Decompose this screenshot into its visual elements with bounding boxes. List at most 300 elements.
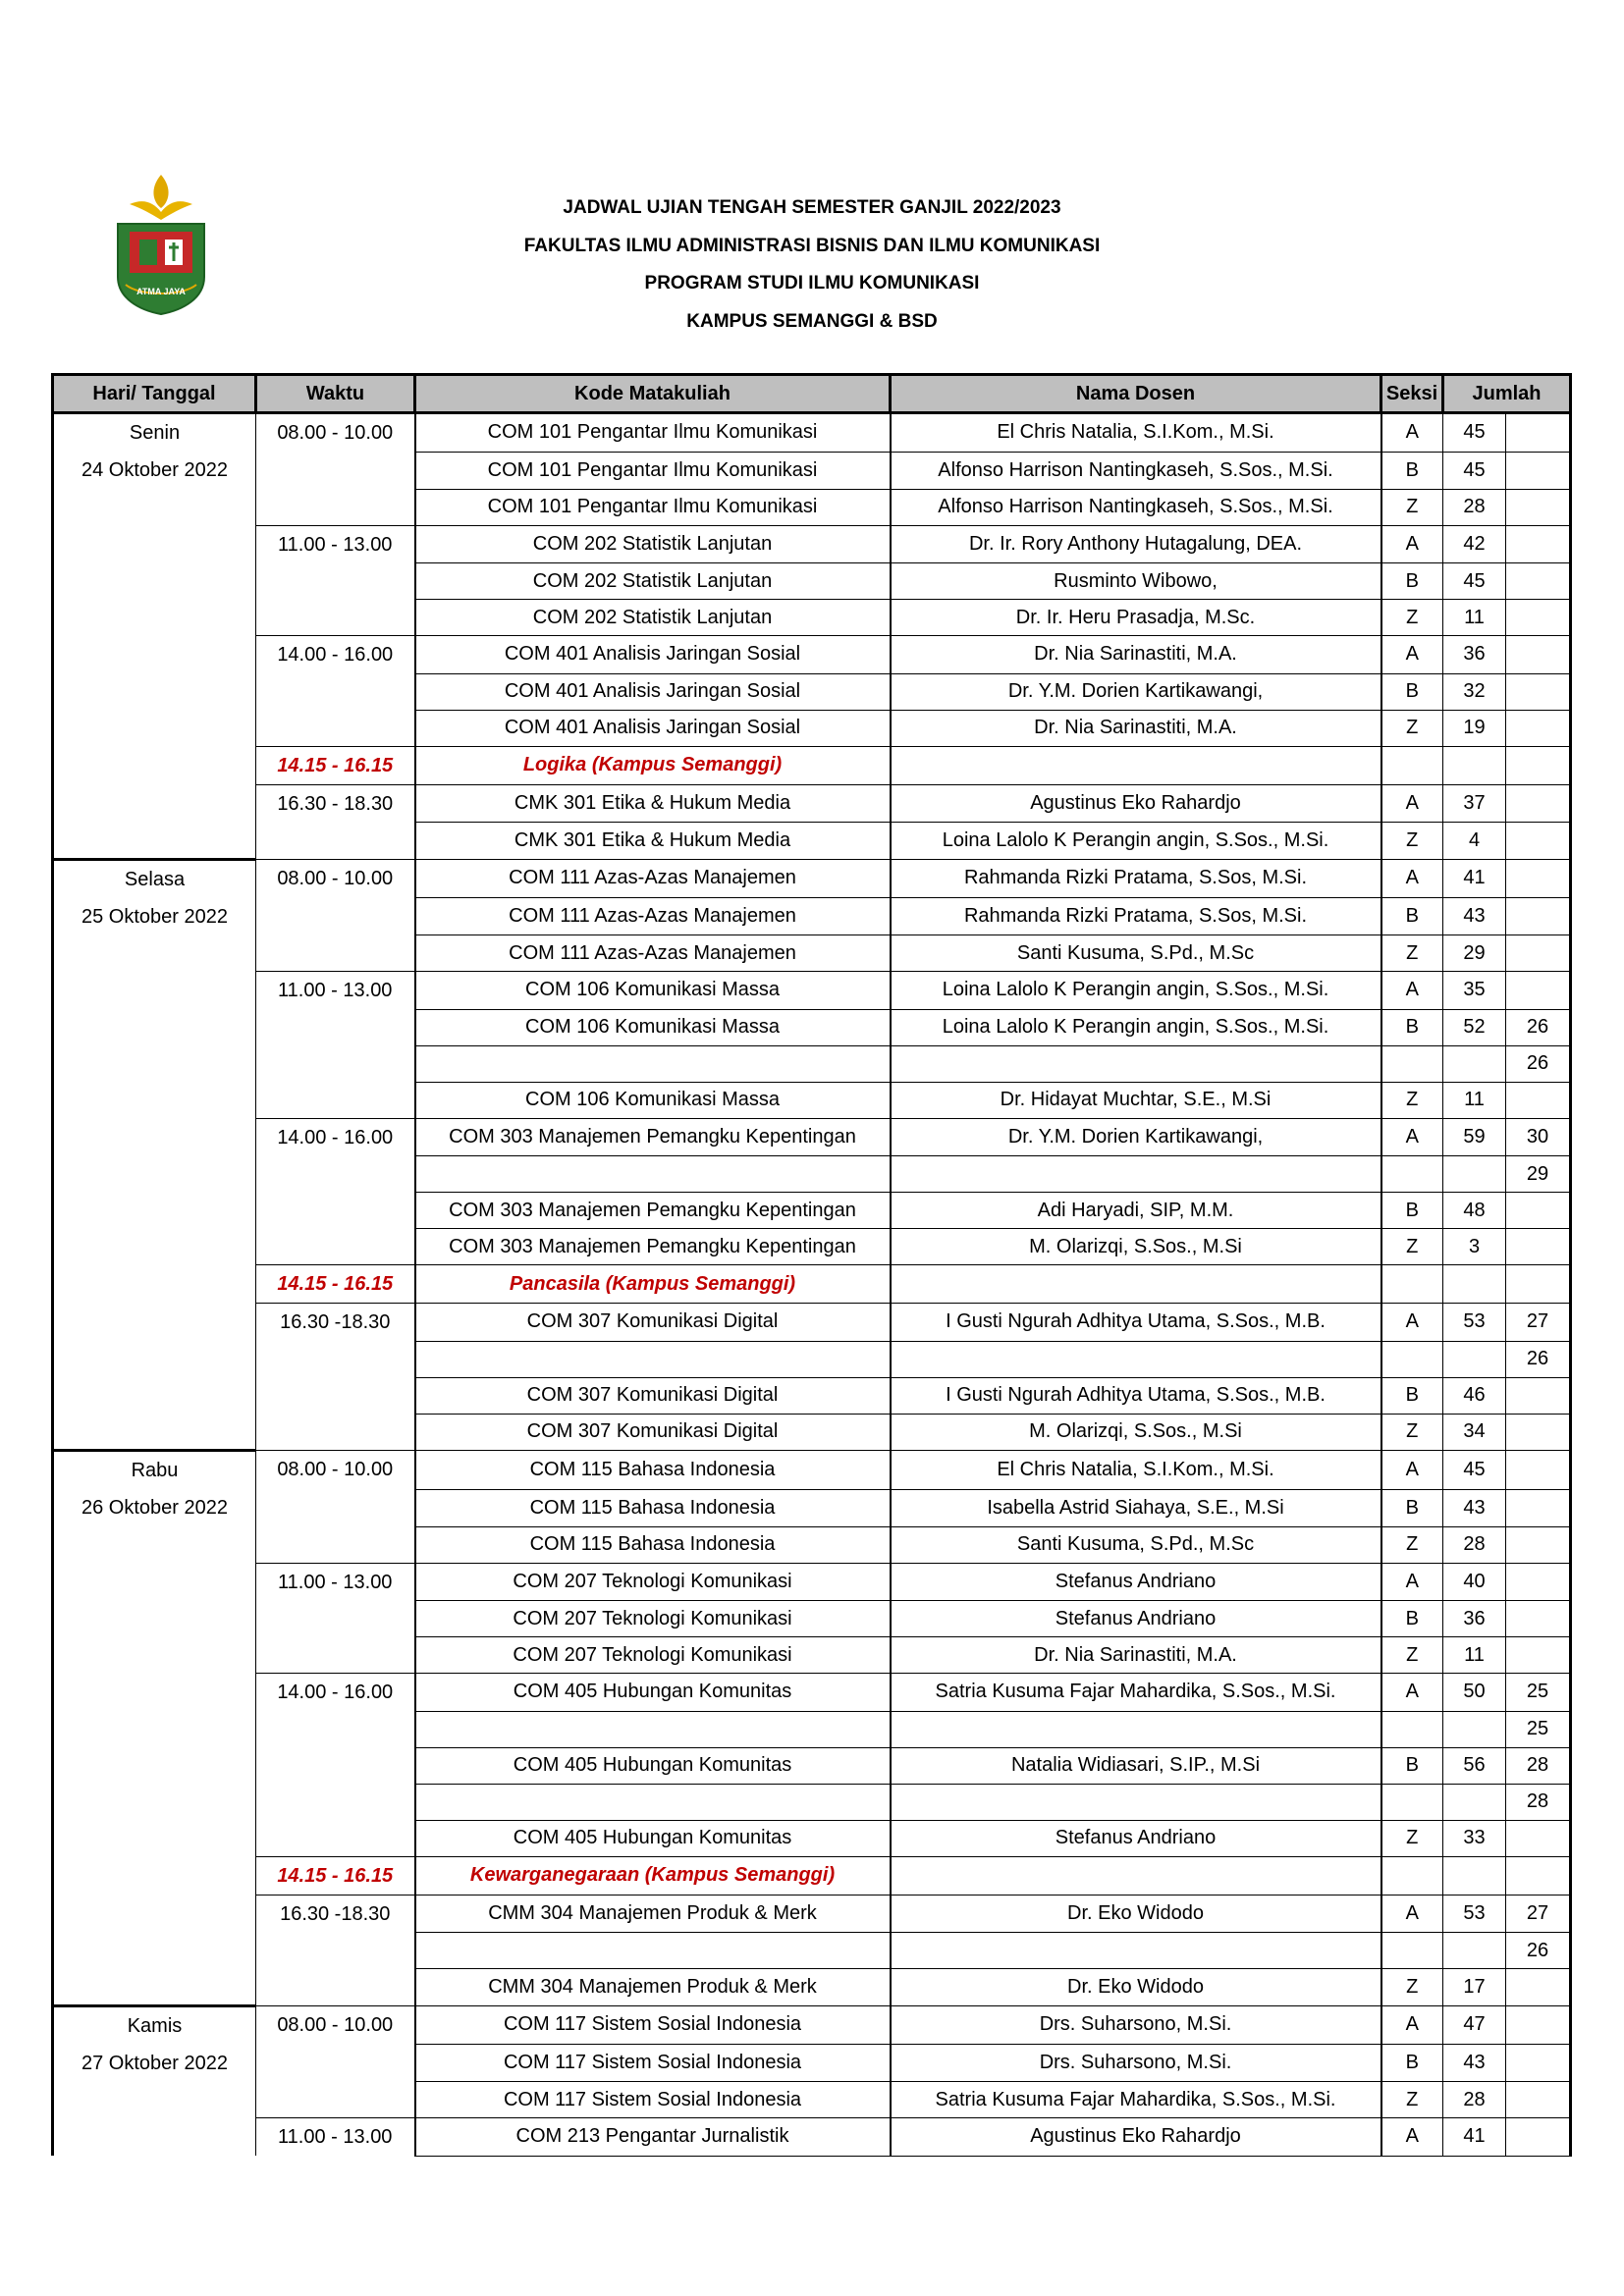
- cell-day: 27 Oktober 2022: [53, 2045, 256, 2082]
- cell-day: [53, 636, 256, 674]
- cell-course: COM 202 Statistik Lanjutan: [415, 525, 891, 563]
- cell-split-count: 28: [1506, 1784, 1571, 1820]
- cell-time: [256, 1784, 415, 1820]
- cell-day: [53, 1045, 256, 1082]
- cell-section: A: [1381, 1895, 1443, 1933]
- cell-count: 48: [1443, 1193, 1506, 1229]
- cell-split-count: [1506, 1229, 1571, 1265]
- cell-split-count: [1506, 2118, 1571, 2157]
- cell-count: 52: [1443, 1009, 1506, 1045]
- cell-time: 08.00 - 10.00: [256, 413, 415, 453]
- cell-count: [1443, 1784, 1506, 1820]
- cell-course: COM 111 Azas-Azas Manajemen: [415, 898, 891, 935]
- cell-time: 11.00 - 13.00: [256, 1563, 415, 1601]
- cell-course: COM 405 Hubungan Komunitas: [415, 1674, 891, 1712]
- table-row: [53, 1747, 1571, 1784]
- cell-day: [53, 1193, 256, 1229]
- table-header-row: [53, 375, 1571, 413]
- cell-lecturer: Dr. Nia Sarinastiti, M.A.: [891, 636, 1381, 674]
- cell-lecturer: [891, 1265, 1381, 1304]
- cell-split-count: [1506, 1820, 1571, 1856]
- cell-lecturer: Alfonso Harrison Nantingkaseh, S.Sos., M.Si.: [891, 489, 1381, 525]
- cell-count: 35: [1443, 972, 1506, 1010]
- cell-section: A: [1381, 413, 1443, 453]
- cell-time: 11.00 - 13.00: [256, 2118, 415, 2157]
- title-line-1: JADWAL UJIAN TENGAH SEMESTER GANJIL 2022/2023: [563, 197, 1061, 218]
- cell-course: COM 117 Sistem Sosial Indonesia: [415, 2045, 891, 2082]
- cell-day: 25 Oktober 2022: [53, 898, 256, 935]
- cell-day: [53, 1082, 256, 1118]
- cell-course: COM 202 Statistik Lanjutan: [415, 563, 891, 600]
- cell-time: [256, 2045, 415, 2082]
- cell-lecturer: I Gusti Ngurah Adhitya Utama, S.Sos., M.B.: [891, 1304, 1381, 1342]
- cell-day: [53, 2082, 256, 2118]
- cell-section: Z: [1381, 1969, 1443, 2006]
- table-row: [53, 710, 1571, 746]
- col-header-count: Jumlah: [1443, 375, 1571, 413]
- cell-course: COM 111 Azas-Azas Manajemen: [415, 935, 891, 972]
- cell-section: [1381, 1933, 1443, 1969]
- cell-section: [1381, 1045, 1443, 1082]
- cell-time: [256, 1045, 415, 1082]
- cell-time: [256, 2082, 415, 2118]
- cell-course: CMK 301 Etika & Hukum Media: [415, 823, 891, 860]
- table-row: [53, 1601, 1571, 1637]
- cell-section: B: [1381, 1601, 1443, 1637]
- cell-lecturer: [891, 1156, 1381, 1193]
- cell-section: B: [1381, 452, 1443, 489]
- cell-course: [415, 1784, 891, 1820]
- cell-day: [53, 1414, 256, 1451]
- cell-time: 16.30 -18.30: [256, 1304, 415, 1342]
- cell-day: [53, 1856, 256, 1895]
- cell-split-count: 26: [1506, 1045, 1571, 1082]
- cell-lecturer: Loina Lalolo K Perangin angin, S.Sos., M.Si.: [891, 823, 1381, 860]
- cell-count: [1443, 1156, 1506, 1193]
- title-line-3: PROGRAM STUDI ILMU KOMUNIKASI: [644, 273, 980, 294]
- cell-day: [53, 823, 256, 860]
- cell-day: [53, 1526, 256, 1563]
- cell-time: [256, 1820, 415, 1856]
- cell-count: 59: [1443, 1118, 1506, 1156]
- cell-day: 26 Oktober 2022: [53, 1489, 256, 1526]
- cell-lecturer: [891, 1711, 1381, 1747]
- cell-day: [53, 563, 256, 600]
- cell-day: Rabu: [53, 1451, 256, 1490]
- cell-course: COM 307 Komunikasi Digital: [415, 1414, 891, 1451]
- cell-time: 08.00 - 10.00: [256, 2005, 415, 2045]
- cell-split-count: [1506, 1414, 1571, 1451]
- cell-count: 11: [1443, 1637, 1506, 1674]
- cell-count: 28: [1443, 1526, 1506, 1563]
- cell-section: A: [1381, 1674, 1443, 1712]
- table-row: [53, 1784, 1571, 1820]
- cell-time: [256, 935, 415, 972]
- cell-lecturer: [891, 1933, 1381, 1969]
- cell-split-count: [1506, 710, 1571, 746]
- cell-lecturer: Rusminto Wibowo,: [891, 563, 1381, 600]
- cell-section: A: [1381, 1563, 1443, 1601]
- cell-section: B: [1381, 1489, 1443, 1526]
- table-row: [53, 1082, 1571, 1118]
- cell-lecturer: Rahmanda Rizki Pratama, S.Sos, M.Si.: [891, 859, 1381, 898]
- cell-split-count: [1506, 1856, 1571, 1895]
- cell-time: [256, 823, 415, 860]
- cell-day: [53, 1377, 256, 1414]
- cell-time: 14.00 - 16.00: [256, 1674, 415, 1712]
- table-row: [53, 784, 1571, 823]
- cell-section: Z: [1381, 1526, 1443, 1563]
- cell-lecturer: Dr. Eko Widodo: [891, 1969, 1381, 2006]
- cell-count: 36: [1443, 1601, 1506, 1637]
- cell-course: [415, 1341, 891, 1377]
- cell-section: Z: [1381, 1637, 1443, 1674]
- col-header-day: Hari/ Tanggal: [53, 375, 256, 413]
- cell-section: B: [1381, 898, 1443, 935]
- cell-time: 14.00 - 16.00: [256, 636, 415, 674]
- table-row: [53, 859, 1571, 898]
- cell-time: [256, 1747, 415, 1784]
- cell-section: [1381, 1856, 1443, 1895]
- cell-split-count: [1506, 452, 1571, 489]
- cell-count: 53: [1443, 1304, 1506, 1342]
- cell-day: Senin: [53, 413, 256, 453]
- cell-split-count: [1506, 1969, 1571, 2006]
- cell-time: [256, 1009, 415, 1045]
- cell-section: Z: [1381, 1820, 1443, 1856]
- cell-split-count: [1506, 413, 1571, 453]
- cell-lecturer: Adi Haryadi, SIP, M.M.: [891, 1193, 1381, 1229]
- cell-split-count: [1506, 2082, 1571, 2118]
- cell-day: [53, 1304, 256, 1342]
- cell-section: A: [1381, 859, 1443, 898]
- cell-day: [53, 784, 256, 823]
- table-row: [53, 1820, 1571, 1856]
- cell-section: A: [1381, 784, 1443, 823]
- cell-day: [53, 525, 256, 563]
- cell-time: [256, 1229, 415, 1265]
- cell-section: Z: [1381, 2082, 1443, 2118]
- table-row: [53, 2118, 1571, 2157]
- cell-count: 29: [1443, 935, 1506, 972]
- cell-time: [256, 1082, 415, 1118]
- cell-section: A: [1381, 636, 1443, 674]
- table-row: [53, 823, 1571, 860]
- cell-split-count: [1506, 2005, 1571, 2045]
- cell-section: Z: [1381, 1082, 1443, 1118]
- cell-time: 14.15 - 16.15: [256, 746, 415, 784]
- cell-time: [256, 1341, 415, 1377]
- cell-lecturer: Dr. Ir. Rory Anthony Hutagalung, DEA.: [891, 525, 1381, 563]
- cell-split-count: [1506, 1637, 1571, 1674]
- table-row: [53, 1526, 1571, 1563]
- cell-course: COM 303 Manajemen Pemangku Kepentingan: [415, 1118, 891, 1156]
- cell-split-count: 30: [1506, 1118, 1571, 1156]
- cell-time: [256, 563, 415, 600]
- cell-course: Kewarganegaraan (Kampus Semanggi): [415, 1856, 891, 1895]
- cell-section: A: [1381, 2005, 1443, 2045]
- cell-time: [256, 710, 415, 746]
- cell-lecturer: Dr. Y.M. Dorien Kartikawangi,: [891, 1118, 1381, 1156]
- table-row: [53, 1969, 1571, 2006]
- table-row: [53, 935, 1571, 972]
- cell-day: 24 Oktober 2022: [53, 452, 256, 489]
- cell-course: COM 307 Komunikasi Digital: [415, 1377, 891, 1414]
- cell-section: Z: [1381, 600, 1443, 636]
- cell-time: [256, 1526, 415, 1563]
- cell-course: COM 101 Pengantar Ilmu Komunikasi: [415, 489, 891, 525]
- cell-time: 16.30 -18.30: [256, 1895, 415, 1933]
- cell-count: 43: [1443, 2045, 1506, 2082]
- cell-course: [415, 1156, 891, 1193]
- col-header-course: Kode Matakuliah: [415, 375, 891, 413]
- table-row: [53, 1304, 1571, 1342]
- cell-day: [53, 2118, 256, 2157]
- cell-time: [256, 1637, 415, 1674]
- cell-count: 11: [1443, 600, 1506, 636]
- cell-time: [256, 1377, 415, 1414]
- cell-day: [53, 1711, 256, 1747]
- table-row: [53, 1118, 1571, 1156]
- cell-section: A: [1381, 972, 1443, 1010]
- cell-time: [256, 489, 415, 525]
- title-line-2: FAKULTAS ILMU ADMINISTRASI BISNIS DAN ILMU KOMUNIKASI: [523, 235, 1101, 256]
- cell-lecturer: El Chris Natalia, S.I.Kom., M.Si.: [891, 1451, 1381, 1490]
- cell-day: [53, 1156, 256, 1193]
- cell-section: Z: [1381, 1414, 1443, 1451]
- cell-time: [256, 1969, 415, 2006]
- cell-count: 40: [1443, 1563, 1506, 1601]
- cell-split-count: [1506, 935, 1571, 972]
- table-row: [53, 1856, 1571, 1895]
- cell-section: [1381, 746, 1443, 784]
- cell-section: A: [1381, 2118, 1443, 2157]
- cell-lecturer: Rahmanda Rizki Pratama, S.Sos, M.Si.: [891, 898, 1381, 935]
- cell-section: B: [1381, 1009, 1443, 1045]
- table-row: [53, 2005, 1571, 2045]
- cell-split-count: 26: [1506, 1341, 1571, 1377]
- cell-lecturer: Satria Kusuma Fajar Mahardika, S.Sos., M.Si.: [891, 1674, 1381, 1712]
- cell-split-count: [1506, 972, 1571, 1010]
- cell-course: COM 401 Analisis Jaringan Sosial: [415, 710, 891, 746]
- table-row: [53, 1637, 1571, 1674]
- cell-time: 16.30 - 18.30: [256, 784, 415, 823]
- cell-lecturer: Agustinus Eko Rahardjo: [891, 784, 1381, 823]
- cell-course: COM 106 Komunikasi Massa: [415, 1082, 891, 1118]
- cell-section: A: [1381, 1118, 1443, 1156]
- cell-split-count: [1506, 1526, 1571, 1563]
- table-row: [53, 1229, 1571, 1265]
- cell-section: Z: [1381, 1229, 1443, 1265]
- cell-course: COM 307 Komunikasi Digital: [415, 1304, 891, 1342]
- cell-section: A: [1381, 525, 1443, 563]
- cell-lecturer: Santi Kusuma, S.Pd., M.Sc: [891, 1526, 1381, 1563]
- table-row: [53, 563, 1571, 600]
- cell-course: COM 117 Sistem Sosial Indonesia: [415, 2082, 891, 2118]
- cell-count: 46: [1443, 1377, 1506, 1414]
- cell-time: 11.00 - 13.00: [256, 525, 415, 563]
- cell-count: 33: [1443, 1820, 1506, 1856]
- cell-course: [415, 1711, 891, 1747]
- cell-count: [1443, 1711, 1506, 1747]
- table-row: [53, 1489, 1571, 1526]
- cell-course: CMM 304 Manajemen Produk & Merk: [415, 1969, 891, 2006]
- cell-day: Kamis: [53, 2005, 256, 2045]
- cell-course: COM 401 Analisis Jaringan Sosial: [415, 636, 891, 674]
- cell-time: 14.15 - 16.15: [256, 1265, 415, 1304]
- cell-count: 56: [1443, 1747, 1506, 1784]
- cell-day: [53, 1969, 256, 2006]
- cell-day: [53, 1601, 256, 1637]
- cell-time: [256, 1193, 415, 1229]
- cell-lecturer: I Gusti Ngurah Adhitya Utama, S.Sos., M.B.: [891, 1377, 1381, 1414]
- table-row: [53, 2082, 1571, 2118]
- cell-count: 45: [1443, 413, 1506, 453]
- cell-day: [53, 972, 256, 1010]
- col-header-time: Waktu: [256, 375, 415, 413]
- col-header-section: Seksi: [1381, 375, 1443, 413]
- cell-course: COM 207 Teknologi Komunikasi: [415, 1601, 891, 1637]
- cell-split-count: 28: [1506, 1747, 1571, 1784]
- cell-count: 45: [1443, 452, 1506, 489]
- cell-lecturer: Stefanus Andriano: [891, 1563, 1381, 1601]
- cell-time: 14.15 - 16.15: [256, 1856, 415, 1895]
- cell-split-count: [1506, 1451, 1571, 1490]
- cell-section: B: [1381, 673, 1443, 710]
- cell-course: COM 202 Statistik Lanjutan: [415, 600, 891, 636]
- cell-time: [256, 1489, 415, 1526]
- cell-section: B: [1381, 563, 1443, 600]
- cell-count: 45: [1443, 563, 1506, 600]
- cell-section: B: [1381, 1377, 1443, 1414]
- cell-lecturer: Loina Lalolo K Perangin angin, S.Sos., M.Si.: [891, 1009, 1381, 1045]
- cell-lecturer: Dr. Nia Sarinastiti, M.A.: [891, 1637, 1381, 1674]
- cell-course: CMK 301 Etika & Hukum Media: [415, 784, 891, 823]
- cell-split-count: [1506, 1489, 1571, 1526]
- cell-time: [256, 600, 415, 636]
- cell-split-count: [1506, 784, 1571, 823]
- document-header: [0, 189, 1624, 341]
- cell-split-count: 26: [1506, 1009, 1571, 1045]
- cell-count: 32: [1443, 673, 1506, 710]
- cell-count: 53: [1443, 1895, 1506, 1933]
- cell-count: 3: [1443, 1229, 1506, 1265]
- cell-lecturer: Agustinus Eko Rahardjo: [891, 2118, 1381, 2157]
- table-row: [53, 673, 1571, 710]
- cell-section: A: [1381, 1304, 1443, 1342]
- cell-split-count: [1506, 489, 1571, 525]
- table-row: [53, 1156, 1571, 1193]
- cell-time: 14.00 - 16.00: [256, 1118, 415, 1156]
- cell-section: B: [1381, 2045, 1443, 2082]
- cell-lecturer: Dr. Eko Widodo: [891, 1895, 1381, 1933]
- cell-course: [415, 1933, 891, 1969]
- cell-count: [1443, 1265, 1506, 1304]
- cell-day: [53, 935, 256, 972]
- cell-split-count: [1506, 673, 1571, 710]
- cell-day: Selasa: [53, 859, 256, 898]
- cell-section: B: [1381, 1747, 1443, 1784]
- cell-split-count: 29: [1506, 1156, 1571, 1193]
- cell-time: 11.00 - 13.00: [256, 972, 415, 1010]
- cell-split-count: [1506, 823, 1571, 860]
- cell-course: COM 115 Bahasa Indonesia: [415, 1489, 891, 1526]
- cell-count: 45: [1443, 1451, 1506, 1490]
- cell-course: COM 101 Pengantar Ilmu Komunikasi: [415, 413, 891, 453]
- cell-lecturer: Dr. Y.M. Dorien Kartikawangi,: [891, 673, 1381, 710]
- cell-count: 4: [1443, 823, 1506, 860]
- cell-course: COM 213 Pengantar Jurnalistik: [415, 2118, 891, 2157]
- cell-split-count: 25: [1506, 1711, 1571, 1747]
- cell-section: [1381, 1265, 1443, 1304]
- cell-lecturer: El Chris Natalia, S.I.Kom., M.Si.: [891, 413, 1381, 453]
- table-row: [53, 1933, 1571, 1969]
- table-row: [53, 1674, 1571, 1712]
- cell-course: COM 106 Komunikasi Massa: [415, 1009, 891, 1045]
- cell-course: COM 117 Sistem Sosial Indonesia: [415, 2005, 891, 2045]
- cell-split-count: [1506, 1265, 1571, 1304]
- cell-lecturer: Santi Kusuma, S.Pd., M.Sc: [891, 935, 1381, 972]
- cell-lecturer: [891, 1856, 1381, 1895]
- cell-count: [1443, 746, 1506, 784]
- table-row: [53, 1895, 1571, 1933]
- cell-day: [53, 1784, 256, 1820]
- cell-course: CMM 304 Manajemen Produk & Merk: [415, 1895, 891, 1933]
- cell-count: 17: [1443, 1969, 1506, 2006]
- cell-lecturer: [891, 1045, 1381, 1082]
- table-row: [53, 2045, 1571, 2082]
- table-row: [53, 746, 1571, 784]
- cell-lecturer: Isabella Astrid Siahaya, S.E., M.Si: [891, 1489, 1381, 1526]
- cell-split-count: [1506, 746, 1571, 784]
- cell-section: [1381, 1784, 1443, 1820]
- table-row: [53, 898, 1571, 935]
- cell-count: 11: [1443, 1082, 1506, 1118]
- table-row: [53, 972, 1571, 1010]
- cell-section: Z: [1381, 710, 1443, 746]
- table-row: [53, 600, 1571, 636]
- cell-split-count: [1506, 2045, 1571, 2082]
- cell-count: [1443, 1341, 1506, 1377]
- cell-split-count: 27: [1506, 1304, 1571, 1342]
- cell-lecturer: Dr. Ir. Heru Prasadja, M.Sc.: [891, 600, 1381, 636]
- cell-section: Z: [1381, 489, 1443, 525]
- cell-course: [415, 1045, 891, 1082]
- cell-count: 43: [1443, 1489, 1506, 1526]
- cell-time: [256, 1933, 415, 1969]
- cell-count: 28: [1443, 2082, 1506, 2118]
- cell-day: [53, 1820, 256, 1856]
- cell-count: 37: [1443, 784, 1506, 823]
- exam-schedule-table: [51, 373, 1572, 2157]
- cell-day: [53, 489, 256, 525]
- cell-section: Z: [1381, 935, 1443, 972]
- cell-course: COM 303 Manajemen Pemangku Kepentingan: [415, 1193, 891, 1229]
- cell-count: 41: [1443, 859, 1506, 898]
- cell-section: B: [1381, 1193, 1443, 1229]
- cell-count: 34: [1443, 1414, 1506, 1451]
- cell-section: [1381, 1156, 1443, 1193]
- cell-day: [53, 600, 256, 636]
- cell-split-count: 25: [1506, 1674, 1571, 1712]
- table-row: [53, 1009, 1571, 1045]
- table-row: [53, 1451, 1571, 1490]
- cell-lecturer: Satria Kusuma Fajar Mahardika, S.Sos., M.Si.: [891, 2082, 1381, 2118]
- cell-day: [53, 1933, 256, 1969]
- cell-lecturer: Alfonso Harrison Nantingkaseh, S.Sos., M.Si.: [891, 452, 1381, 489]
- cell-time: [256, 1414, 415, 1451]
- cell-split-count: [1506, 636, 1571, 674]
